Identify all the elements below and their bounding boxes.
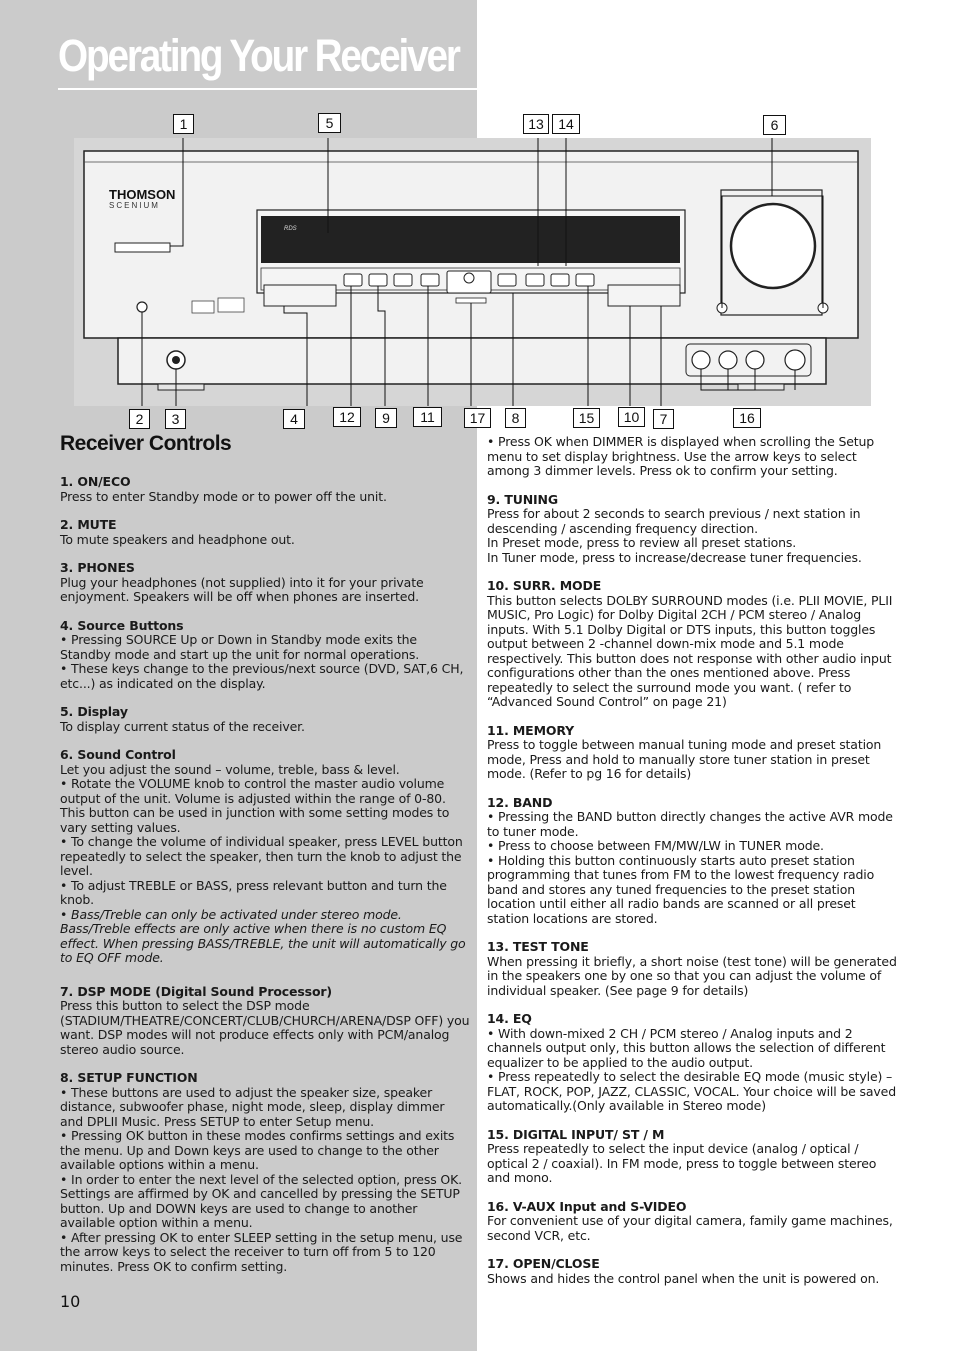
item-heading: 1. ON/ECO [60, 474, 131, 489]
callout-14: 14 [552, 114, 580, 134]
item-text: This button selects DOLBY SURROUND modes (i.e. PLII MOVIE, PLII MUSIC, Pro Logic) for Dolby Digital 2CH / PCM stereo / Analog inputs. With 5.1 Dolby Digital or DTS inputs, this button toggles output between 2 -channel down-mix mode and 5.1 mode respectively. This button does not response with other audio input configurations other than the ones mentioned above. Press repeatedly to select the surround mode you want. ( refer to “Advanced Sound Control” on page 21) [487, 592, 893, 709]
page-number: 10 [60, 1292, 81, 1311]
item-text: Press this button to select the DSP mode (STADIUM/THEATRE/CONCERT/CLUB/CHURCH/ARENA/DSP OFF) you want. DSP modes will not produce effects only with PCM/analog stereo audio source. [60, 998, 470, 1057]
item-text: In Tuner mode, press to increase/decrease tuner frequencies. [487, 549, 862, 565]
section-title: Receiver Controls [60, 432, 232, 455]
item-display [60, 705, 470, 734]
item-heading: 13. TEST TONE [487, 939, 589, 954]
item-text: • After pressing OK to enter SLEEP setting in the setup menu, use the arrow keys to select the receiver to turn off from 5 to 120 minutes. Press OK to confirm setting. [60, 1229, 463, 1274]
item-text: • Press to choose between FM/MW/LW in TUNER mode. [487, 838, 824, 853]
item-test-tone [487, 940, 897, 998]
item-text: When pressing it briefly, a short noise (test tone) will be generated in the speakers one by one so that you can adjust the volume of individual speaker. (See page 9 for details) [487, 953, 897, 998]
item-heading: 11. MEMORY [487, 722, 575, 738]
item-text: In Preset mode, press to review all preset stations. [487, 535, 797, 550]
item-heading: 15. DIGITAL INPUT/ ST / M [487, 1126, 665, 1142]
right-column [487, 435, 897, 1300]
item-memory [487, 724, 897, 782]
item-heading: 6. Sound Control [60, 747, 176, 762]
item-italic-note: • Bass/Treble can only be activated under stereo mode. Bass/Treble effects are only active when there is no custom EQ effect. When pressing BASS/TREBLE, the unit will automatically go to EQ OFF mode. [60, 906, 466, 965]
item-text: Shows and hides the control panel when the unit is powered on. [487, 1270, 880, 1286]
item-band [487, 796, 897, 927]
item-heading: 17. OPEN/CLOSE [487, 1256, 600, 1271]
item-sound-control [60, 748, 470, 966]
title-underline [58, 88, 478, 90]
item-heading: 7. DSP MODE (Digital Sound Processor) [60, 983, 332, 999]
brand-logo-text: THOMSON [109, 187, 176, 202]
item-on-eco [60, 475, 470, 504]
item-text: • With down-mixed 2 CH / PCM stereo / Analog inputs and 2 channels output only, this button allows the selection of different equalizer to be applied to the audio output. [487, 1025, 886, 1070]
item-open-close [487, 1257, 897, 1286]
callout-9: 9 [375, 408, 397, 428]
item-text: • Rotate the VOLUME knob to control the master audio volume output of the unit. Volume is adjusted within the range of 0-80. This button can be used in junction with some setting modes to vary setting values. [60, 776, 450, 835]
item-dimmer-note [487, 435, 897, 479]
receiver-front-panel-drawing [74, 138, 871, 406]
item-text: • Holding this button continuously starts auto preset station programming that tunes from FM to the lowest frequency radio band and stores any tuned frequencies to the preset station location until either all radio bands are scanned or all preset station locations are stored. [487, 852, 875, 926]
item-text: • These keys change to the previous/next source (DVD, SAT,6 CH, etc...) as indicated on the display. [60, 661, 464, 691]
item-text: Press repeatedly to select the input device (analog / optical / optical 2 / coaxial). In FM mode, press to toggle between stereo and mono. [487, 1141, 877, 1185]
item-surr-mode [487, 579, 897, 710]
callout-15: 15 [573, 408, 600, 428]
item-heading: 12. BAND [487, 794, 553, 810]
item-heading: 2. MUTE [60, 517, 117, 532]
display-rds-logo: RDS [284, 226, 297, 232]
item-heading: 16. V-AUX Input and S-VIDEO [487, 1198, 687, 1214]
item-text: To mute speakers and headphone out. [60, 531, 295, 547]
item-heading: 14. EQ [487, 1011, 532, 1026]
item-text: • Pressing SOURCE Up or Down in Standby mode exits the Standby mode and start up the unit for normal operations. [60, 632, 420, 662]
item-heading: 10. SURR. MODE [487, 578, 602, 593]
item-v-aux [487, 1200, 897, 1244]
callout-2: 2 [129, 409, 150, 429]
callout-1: 1 [173, 114, 194, 134]
item-text: • Press repeatedly to select the desirable EQ mode (music style) – FLAT, ROCK, POP, JAZZ, CLASSIC, VOCAL. Your choice will be saved automatically.(Only available in Stereo mode) [487, 1069, 896, 1113]
callout-3: 3 [165, 409, 186, 429]
item-heading: 8. SETUP FUNCTION [60, 1070, 198, 1085]
item-mute [60, 518, 470, 547]
item-text: • To adjust TREBLE or BASS, press relevant button and turn the knob. [60, 877, 447, 907]
item-source-buttons [60, 619, 470, 692]
item-text: To display current status of the receiver. [60, 718, 305, 734]
left-column [60, 475, 470, 1288]
callout-4: 4 [283, 409, 305, 429]
item-tuning [487, 493, 897, 566]
receiver-diagram [74, 138, 871, 406]
callout-6: 6 [763, 115, 786, 135]
item-text: • Pressing OK button in these modes confirms settings and exits the menu. Up and Down keys are used to change to the other available options within a menu. [60, 1128, 455, 1172]
page-title: Operating Your Receiver [58, 30, 459, 81]
callout-8: 8 [505, 408, 526, 428]
item-heading: 5. Display [60, 704, 128, 719]
callout-7: 7 [653, 409, 674, 429]
item-dsp-mode [60, 985, 470, 1058]
item-text: For convenient use of your digital camera, family game machines, second VCR, etc. [487, 1213, 893, 1243]
item-eq [487, 1012, 897, 1114]
callout-17: 17 [464, 408, 491, 428]
item-heading: 9. TUNING [487, 491, 558, 507]
item-heading: 4. Source Buttons [60, 617, 184, 633]
callout-16: 16 [733, 408, 761, 428]
item-text: • These buttons are used to adjust the speaker size, speaker distance, subwoofer phase, night mode, sleep, display dimmer and DPLII Music. Press SETUP to enter Setup menu. [60, 1084, 445, 1129]
item-text: • Press OK when DIMMER is displayed when scrolling the Setup menu to set display brightness. Use the arrow keys to select among 3 dimmer levels. Press ok to confirm your setting. [487, 434, 875, 478]
item-digital-input [487, 1128, 897, 1186]
item-phones [60, 561, 470, 605]
item-text: • In order to enter the next level of the selected option, press OK. Settings are affirmed by OK and cancelled by pressing the SETUP button. Up and DOWN keys are used to change to another available option within a menu. [60, 1171, 462, 1230]
item-text: Press for about 2 seconds to search previous / next station in descending / ascending frequency direction. [487, 506, 861, 536]
item-text: Press to enter Standby mode or to power off the unit. [60, 488, 387, 504]
callout-12: 12 [333, 407, 361, 427]
item-text: Press to toggle between manual tuning mode and preset station mode, Press and hold to manually store tuner station in preset mode. (Refer to pg 16 for details) [487, 737, 882, 781]
item-text: Plug your headphones (not supplied) into it for your private enjoyment. Speakers will be off when phones are inserted. [60, 574, 424, 604]
item-heading: 3. PHONES [60, 560, 135, 575]
sub-brand-logo-text: SCENIUM [109, 201, 160, 210]
callout-11: 11 [413, 407, 442, 427]
item-text: • To change the volume of individual speaker, press LEVEL button repeatedly to select the speaker, then turn the knob to adjust the level. [60, 834, 463, 878]
callout-10: 10 [618, 407, 645, 427]
item-setup-function [60, 1071, 470, 1274]
callout-5: 5 [318, 113, 341, 133]
item-text: Let you adjust the sound – volume, treble, bass & level. [60, 761, 400, 777]
item-text: • Pressing the BAND button directly changes the active AVR mode to tuner mode. [487, 809, 893, 839]
callout-13: 13 [523, 114, 549, 134]
